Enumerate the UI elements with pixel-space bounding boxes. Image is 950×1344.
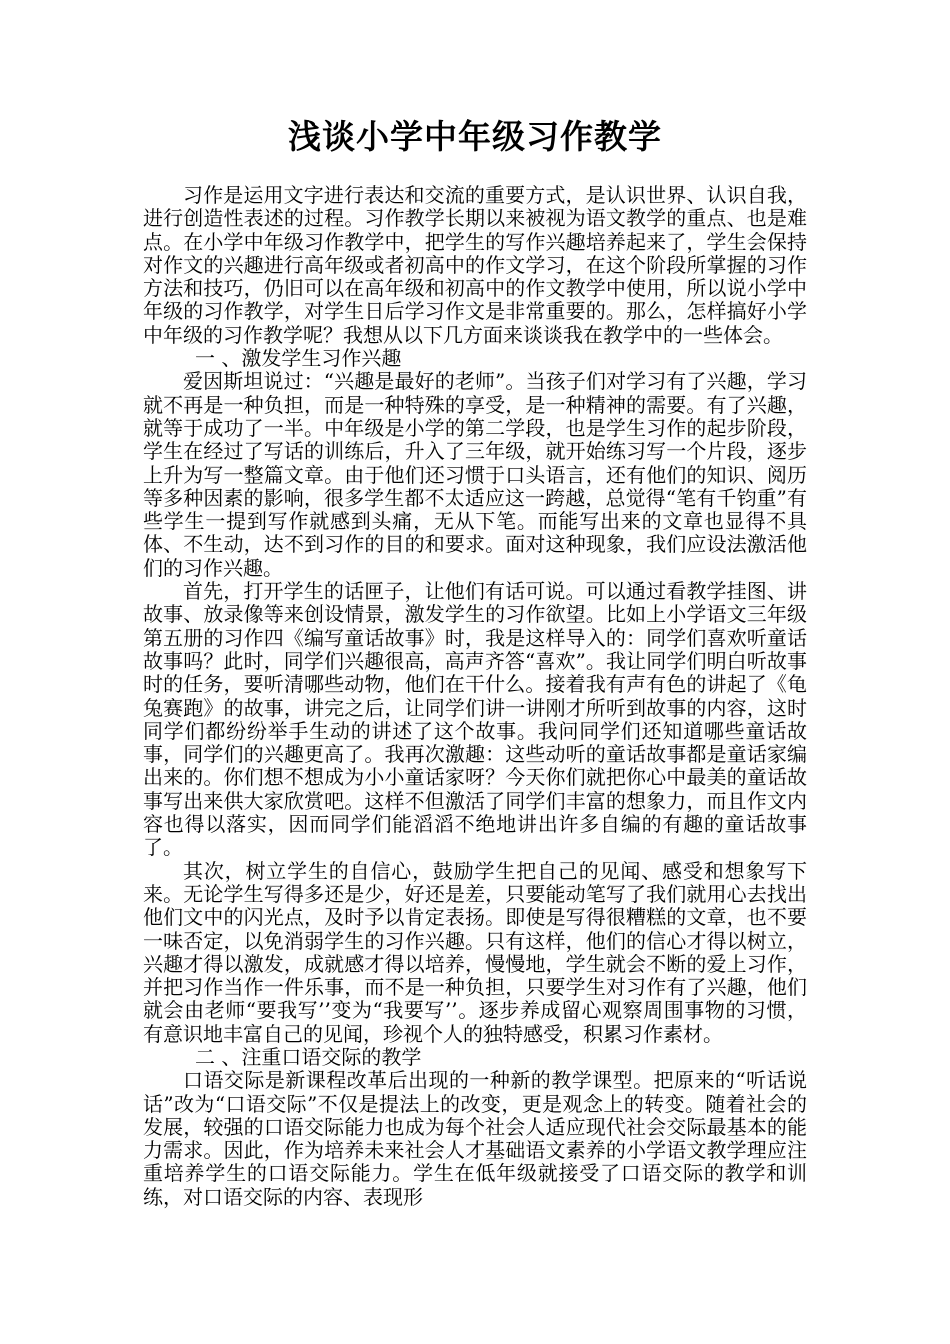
section-heading-1: 一 、激发学生习作兴趣 <box>195 346 402 371</box>
body-paragraph: 口语交际是新课程改革后出现的一种新的教学课型。把原来的“听话说话”改为“口语交际”不仅是提法上的改变，更是观念上的转变。随着社会的发展，较强的口语交际能力也成为每个社会人适应现代社会交际最基本的能力需求。因此，作为培养未来社会人才基础语文素养的小学语文教学理应注重培养学生的口语交际能力。学生在低年级就接受了口语交际的教学和训练，对口语交际的内容、表现形 <box>143 1068 807 1209</box>
document-page <box>143 112 807 1209</box>
document-title: 浅谈小学中年级习作教学 <box>288 117 662 156</box>
body-paragraph: 首先，打开学生的话匣子，让他们有话可说。可以通过看教学挂图、讲故事、放录像等来创设情景，激发学生的习作欲望。比如上小学语文三年级第五册的习作四《编写童话故事》时，我是这样导入的：同学们喜欢听童话故事吗？此时，同学们兴趣很高，高声齐答“喜欢”。我让同学们明白听故事时的任务，要听清哪些动物，他们在干什么。接着我有声有色的讲起了《龟兔赛跑》的故事，讲完之后，让同学们讲一讲刚才所听到故事的内容，这时同学们都纷纷举手生动的讲述了这个故事。我问同学们还知道哪些童话故事，同学们的兴趣更高了。我再次激趣：这些动听的童话故事都是童话家编出来的。你们想不想成为小小童话家呀？今天你们就把你心中最美的童话故事写出来供大家欣赏吧。这样不但激活了同学们丰富的想象力，而且作文内容也得以落实，因而同学们能滔滔不绝地讲出许多自编的有趣的童话故事了。 <box>143 579 807 860</box>
section-heading-2: 二 、注重口语交际的教学 <box>195 1044 422 1069</box>
body-paragraph: 爱因斯坦说过：“兴趣是最好的老师”。当孩子们对学习有了兴趣，学习就不再是一种负担，而是一种特殊的享受，是一种精神的需要。有了兴趣，就等于成功了一半。中年级是小学的第二学段，也是学生习作的起步阶段，学生在经过了写话的训练后，升入了三年级，就开始练习写一个片段，逐步上升为写一整篇文章。由于他们还习惯于口头语言，还有他们的知识、阅历等多种因素的影响，很多学生都不太适应这一跨越，总觉得“笔有千钧重”有些学生一提到写作就感到头痛，无从下笔。而能写出来的文章也显得不具体、不生动，达不到习作的目的和要求。面对这种现象，我们应设法激活他们的习作兴趣。 <box>143 369 807 580</box>
intro-paragraph: 习作是运用文字进行表达和交流的重要方式，是认识世界、认识自我，进行创造性表述的过程。习作教学长期以来被视为语文教学的重点、也是难点。在小学中年级习作教学中，把学生的写作兴趣培养起来了，学生会保持对作文的兴趣进行高年级或者初高中的作文学习，在这个阶段所掌握的习作方法和技巧，仍旧可以在高年级和初高中的作文教学中使用，所以说小学中年级的习作教学，对学生日后学习作文是非常重要的。那么，怎样搞好小学中年级的习作教学呢？我想从以下几方面来谈谈我在教学中的一些体会。 <box>143 183 807 347</box>
body-paragraph: 其次，树立学生的自信心，鼓励学生把自己的见闻、感受和想象写下来。无论学生写得多还是少，好还是差，只要能动笔写了我们就用心去找出他们文中的闪光点，及时予以肯定表扬。即使是写得很糟糕的文章，也不要一味否定，以免消弱学生的习作兴趣。只有这样，他们的信心才得以树立，兴趣才得以激发，成就感才得以培养，慢慢地，学生就会不断的爱上习作，并把习作当作一件乐事，而不是一种负担，只要学生对习作有了兴趣，他们就会由老师“要我写’’变为“我要写’’。逐步养成留心观察周围事物的习惯，有意识地丰富自己的见闻，珍视个人的独特感受，积累习作素材。 <box>143 858 807 1046</box>
